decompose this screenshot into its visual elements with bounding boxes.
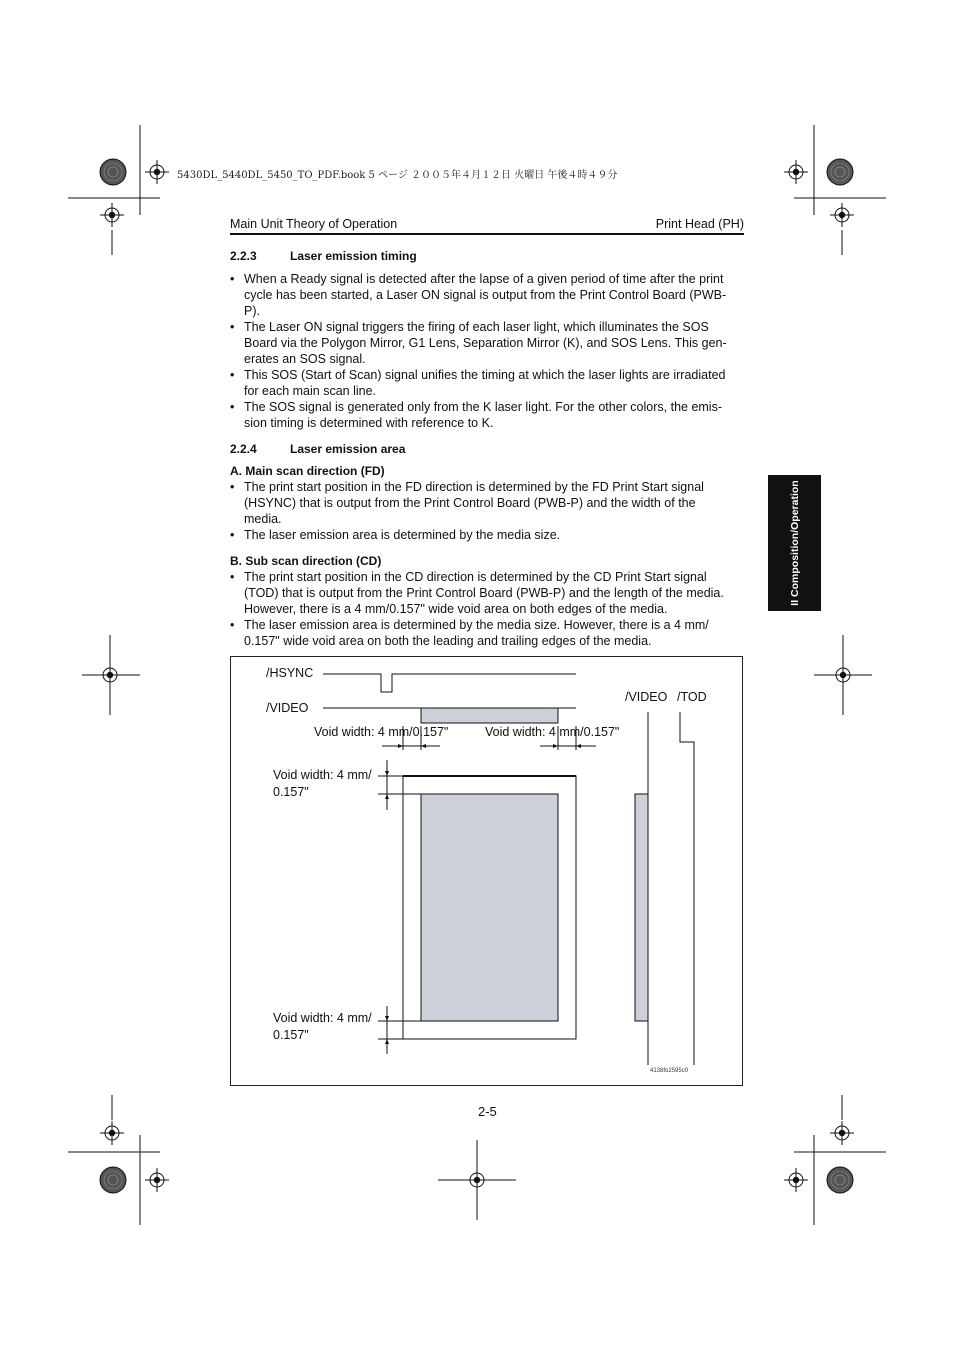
- video-cd-label: /VIDEO: [625, 690, 668, 704]
- subheading-main-scan: A. Main scan direction (FD): [230, 464, 385, 478]
- void-cd-top-label-1: Void width: 4 mm/: [273, 768, 372, 782]
- figure-code: 4138fo2595c0: [650, 1068, 689, 1074]
- bullet-item: • The Laser ON signal triggers the firing of each laser light, which illuminates the SOS Board via the Polygon Mirror, G1 Lens, Separation Mirror (K), and SOS Lens. This gen- erates an SOS signal.: [230, 320, 727, 366]
- video-cd-pulse: [635, 794, 648, 1021]
- tod-waveform: [680, 712, 694, 1065]
- video-fd-label: /VIDEO: [266, 701, 309, 715]
- video-fd-pulse: [421, 708, 558, 723]
- bullet-item: • The print start position in the CD direction is determined by the CD Print Start signal (TOD) that is output from the Print Control Board (PWB-P) and the length of the media. However, there is a 4 mm/0.157" wide void area on both edges of the media.: [230, 570, 724, 616]
- print-info-line: 5430DL_5440DL_5450_TO_PDF.book 5 ページ ２００５年４月１２日 火曜日 午後４時４９分: [177, 170, 618, 181]
- side-tab-label: II Composition/Operation: [788, 480, 801, 606]
- header-left: Main Unit Theory of Operation: [230, 217, 398, 231]
- laser-emission-area: [421, 794, 558, 1021]
- void-fd-right-label: Void width: 4 mm/0.157": [485, 725, 620, 739]
- tod-label: /TOD: [677, 690, 707, 704]
- bullet-item: • The laser emission area is determined by the media size. However, there is a 4 mm/ 0.157" wide void area on both the leading and trailing edges of the media.: [230, 618, 709, 648]
- void-cd-bottom-label-1: Void width: 4 mm/: [273, 1011, 372, 1025]
- bullet-item: • The laser emission area is determined by the media size.: [230, 528, 561, 542]
- void-cd-bottom-label-2: 0.157": [273, 1028, 309, 1042]
- void-cd-top-label-2: 0.157": [273, 785, 309, 799]
- bullet-item: • This SOS (Start of Scan) signal unifies the timing at which the laser lights are irradiated for each main scan line.: [230, 368, 726, 398]
- void-fd-left-label: Void width: 4 mm/0.157": [314, 725, 449, 739]
- subheading-sub-scan: B. Sub scan direction (CD): [230, 554, 382, 568]
- section-title: Laser emission area: [290, 442, 406, 456]
- bullet-item: • The print start position in the FD direction is determined by the FD Print Start signal (HSYNC) that is output from the Print Control Board (PWB-P) and the width of the media.: [230, 480, 704, 526]
- bullet-item: • When a Ready signal is detected after the lapse of a given period of time after the print cycle has been started, a Laser ON signal is output from the Print Control Board (PWB- P).: [230, 272, 727, 318]
- page-number: 2-5: [478, 1104, 497, 1119]
- section-number: 2.2.3: [230, 249, 257, 263]
- bullet-item: • The SOS signal is generated only from the K laser light. For the other colors, the emis- sion timing is determined with reference to K.: [230, 400, 722, 430]
- section-number: 2.2.4: [230, 442, 257, 456]
- section-title: Laser emission timing: [290, 249, 417, 263]
- hsync-waveform: [323, 674, 576, 692]
- hsync-label: /HSYNC: [266, 666, 314, 680]
- header-right: Print Head (PH): [655, 217, 744, 231]
